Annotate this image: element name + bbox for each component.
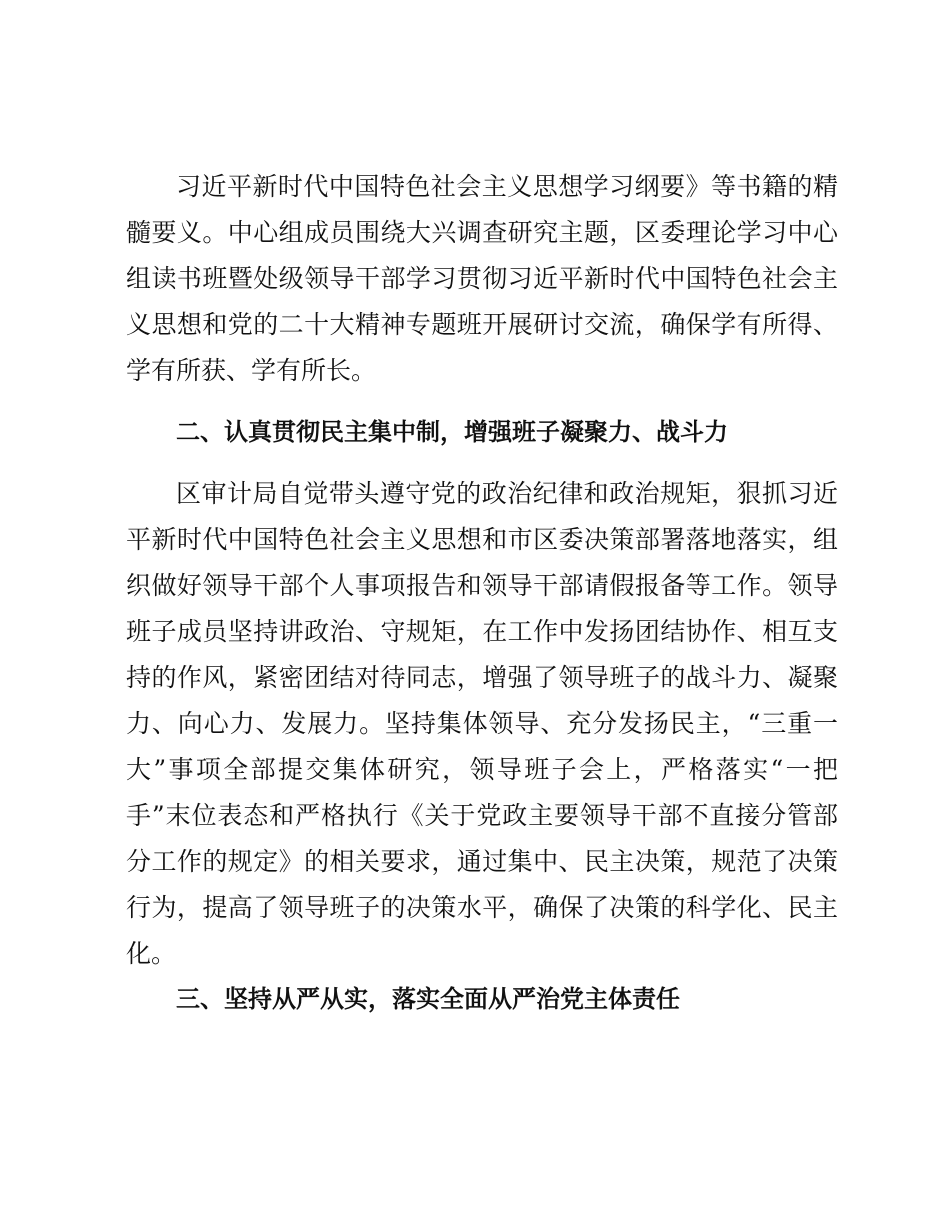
section-heading-2: 二、认真贯彻民主集中制，增强班子凝聚力、战斗力 — [176, 418, 728, 446]
paragraph-1-line: 义思想和党的二十大精神专题班开展研讨交流，确保学有所得、 — [126, 310, 838, 339]
paragraph-2-line: 区审计局自觉带头遵守党的政治纪律和政治规矩，狠抓习近 — [176, 479, 838, 508]
paragraph-2-line: 织做好领导干部个人事项报告和领导干部请假报备等工作。领导 — [126, 571, 838, 600]
paragraph-2-line: 大”事项全部提交集体研究，领导班子会上，严格落实“一把 — [126, 755, 838, 784]
paragraph-2-line: 平新时代中国特色社会主义思想和市区委决策部署落地落实，组 — [126, 525, 838, 554]
paragraph-1-line: 习近平新时代中国特色社会主义思想学习纲要》等书籍的精 — [176, 172, 838, 201]
paragraph-1-line: 组读书班暨处级领导干部学习贯彻习近平新时代中国特色社会主 — [126, 264, 838, 293]
paragraph-2-line: 行为，提高了领导班子的决策水平，确保了决策的科学化、民主 — [126, 893, 838, 922]
paragraph-2-line: 手”末位表态和严格执行《关于党政主要领导干部不直接分管部 — [126, 801, 838, 830]
paragraph-2-line: 化。 — [126, 939, 177, 968]
paragraph-2-line: 力、向心力、发展力。坚持集体领导、充分发扬民主，“三重一 — [126, 709, 838, 738]
paragraph-2-line: 分工作的规定》的相关要求，通过集中、民主决策，规范了决策 — [126, 847, 838, 876]
paragraph-2-line: 持的作风，紧密团结对待同志，增强了领导班子的战斗力、凝聚 — [126, 663, 838, 692]
section-heading-3: 三、坚持从严从实，落实全面从严治党主体责任 — [176, 985, 680, 1013]
paragraph-1-line: 学有所获、学有所长。 — [126, 356, 377, 385]
paragraph-2-line: 班子成员坚持讲政治、守规矩，在工作中发扬团结协作、相互支 — [126, 617, 838, 646]
paragraph-1-line: 髓要义。中心组成员围绕大兴调查研究主题，区委理论学习中心 — [126, 218, 838, 247]
